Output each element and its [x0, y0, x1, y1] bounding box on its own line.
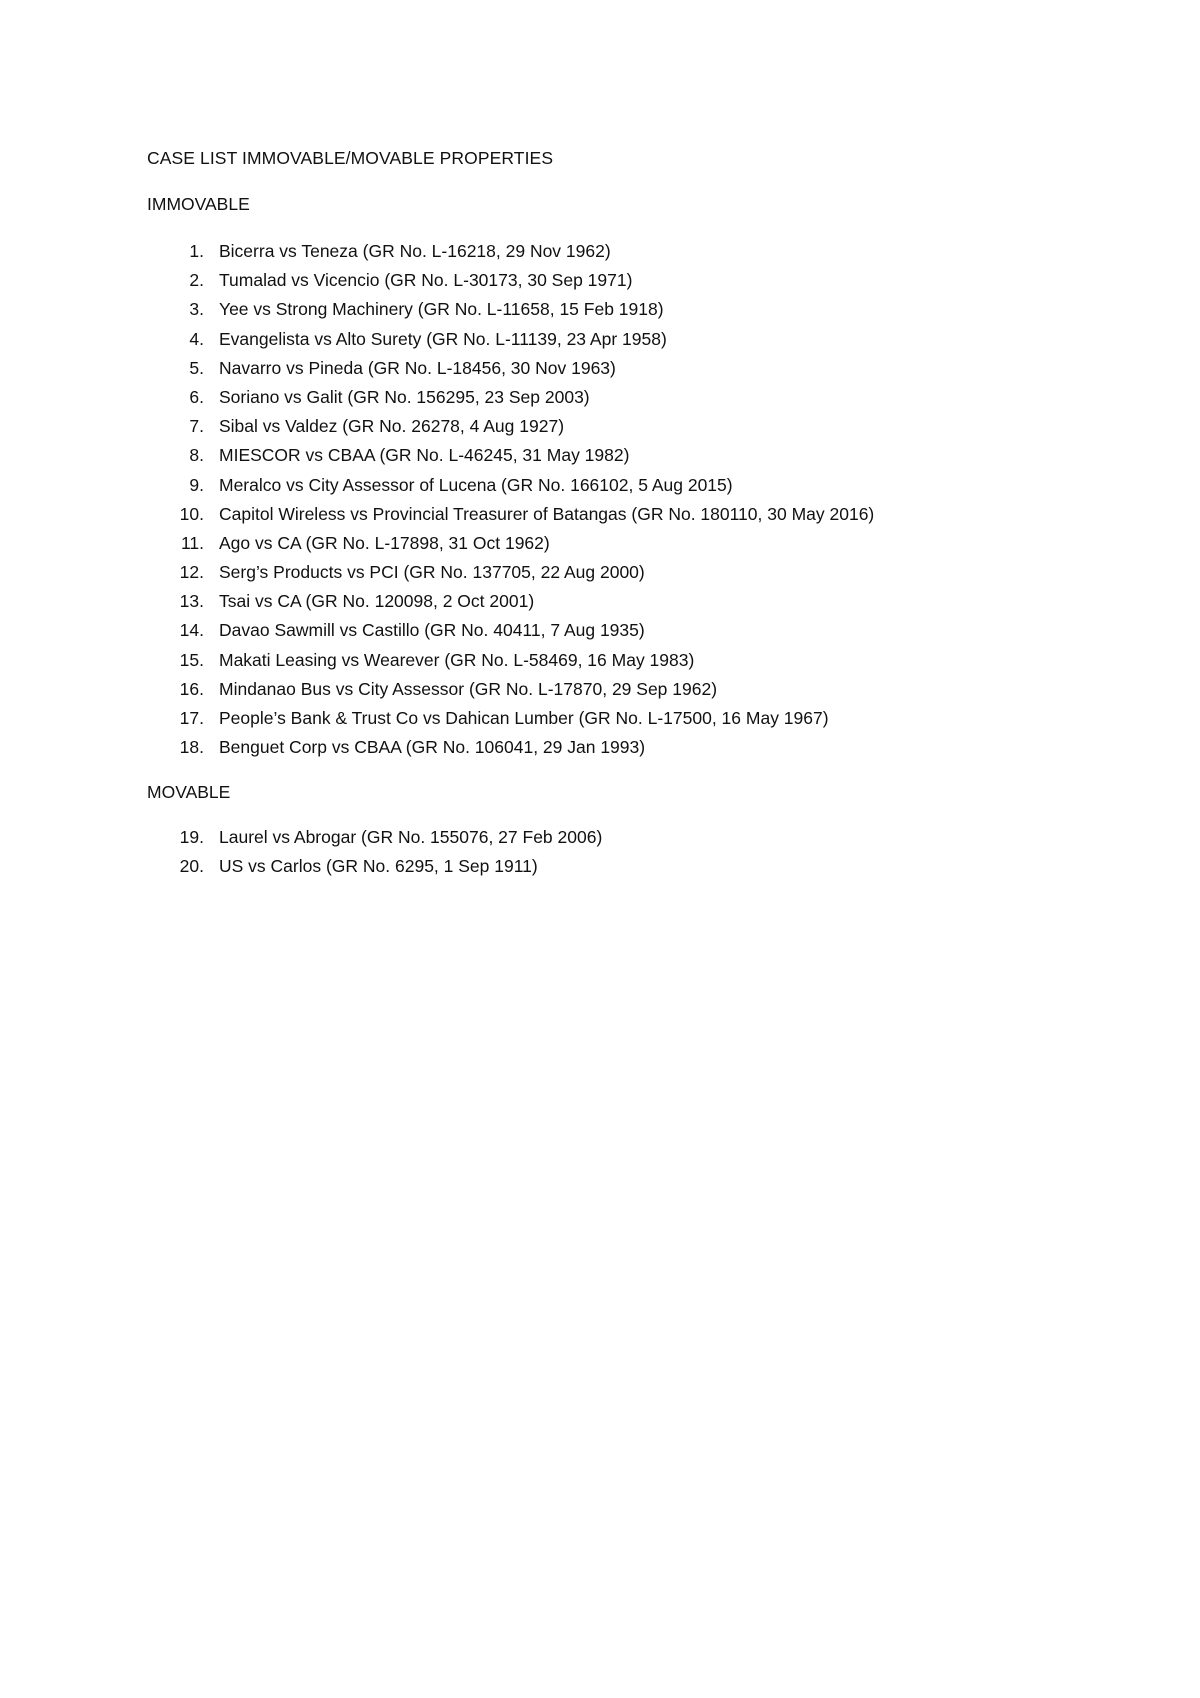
case-text: Evangelista vs Alto Surety (GR No. L-11139, 23 Apr 1958) [219, 328, 667, 349]
case-number: 13. [179, 591, 204, 612]
case-item [0, 354, 1200, 383]
case-item [0, 412, 1200, 441]
case-item [0, 237, 1200, 266]
case-text: Mindanao Bus vs City Assessor (GR No. L-17870, 29 Sep 1962) [219, 678, 718, 699]
case-text: Soriano vs Galit (GR No. 156295, 23 Sep 2003) [219, 386, 590, 407]
case-number: 2. [189, 270, 204, 291]
case-number: 6. [189, 386, 204, 407]
case-item [0, 383, 1200, 412]
case-text: Navarro vs Pineda (GR No. L-18456, 30 Nov 1963) [219, 357, 616, 378]
case-number: 3. [189, 299, 204, 320]
case-item [0, 529, 1200, 558]
case-number: 19. [179, 827, 204, 847]
case-item [0, 558, 1200, 587]
case-number: 11. [180, 532, 204, 553]
section-heading-immovable: IMMOVABLE [147, 194, 250, 214]
case-item [0, 500, 1200, 529]
case-text: Capitol Wireless vs Provincial Treasurer of Batangas (GR No. 180110, 30 May 2016) [219, 503, 875, 524]
case-text: Makati Leasing vs Wearever (GR No. L-58469, 16 May 1983) [219, 649, 695, 670]
case-item [0, 587, 1200, 616]
case-number: 1. [189, 241, 204, 261]
case-text: Laurel vs Abrogar (GR No. 155076, 27 Feb 2006) [219, 827, 603, 847]
case-number: 7. [189, 416, 204, 437]
section-heading-movable: MOVABLE [147, 782, 231, 802]
case-text: Tsai vs CA (GR No. 120098, 2 Oct 2001) [219, 591, 535, 612]
case-list-immovable [0, 237, 1200, 762]
case-item [0, 471, 1200, 500]
case-text: People’s Bank & Trust Co vs Dahican Lumber (GR No. L-17500, 16 May 1967) [219, 708, 829, 728]
case-text: MIESCOR vs CBAA (GR No. L-46245, 31 May 1982) [219, 445, 630, 466]
case-text: Ago vs CA (GR No. L-17898, 31 Oct 1962) [219, 532, 550, 553]
case-number: 20. [179, 856, 204, 877]
case-item [0, 733, 1200, 762]
case-text: Meralco vs City Assessor of Lucena (GR No. 166102, 5 Aug 2015) [219, 474, 733, 495]
case-item [0, 441, 1200, 470]
case-number: 9. [189, 474, 204, 495]
case-text: Serg’s Products vs PCI (GR No. 137705, 22 Aug 2000) [219, 562, 645, 583]
case-text: Tumalad vs Vicencio (GR No. L-30173, 30 Sep 1971) [219, 270, 633, 291]
case-item [0, 646, 1200, 675]
case-number: 15. [179, 649, 204, 670]
case-item [0, 852, 1200, 881]
case-item [0, 266, 1200, 295]
case-number: 18. [179, 737, 204, 758]
case-item [0, 675, 1200, 704]
document-title: CASE LIST IMMOVABLE/MOVABLE PROPERTIES [147, 148, 554, 168]
case-number: 12. [179, 562, 204, 583]
case-number: 5. [189, 357, 204, 378]
case-text: Benguet Corp vs CBAA (GR No. 106041, 29 Jan 1993) [219, 737, 646, 758]
case-number: 17. [179, 708, 204, 728]
case-item [0, 704, 1200, 733]
case-text: Yee vs Strong Machinery (GR No. L-11658, 15 Feb 1918) [219, 299, 664, 320]
case-item [0, 823, 1200, 852]
case-item [0, 295, 1200, 324]
case-text: Bicerra vs Teneza (GR No. L-16218, 29 Nov 1962) [219, 241, 611, 261]
case-number: 4. [189, 328, 204, 349]
case-item [0, 325, 1200, 354]
case-text: Davao Sawmill vs Castillo (GR No. 40411, 7 Aug 1935) [219, 620, 645, 641]
case-text: US vs Carlos (GR No. 6295, 1 Sep 1911) [219, 856, 538, 877]
case-number: 8. [189, 445, 204, 466]
case-item [0, 616, 1200, 645]
case-text: Sibal vs Valdez (GR No. 26278, 4 Aug 1927) [219, 416, 565, 437]
case-list-movable [0, 823, 1200, 881]
case-number: 16. [179, 678, 204, 699]
case-number: 10. [179, 503, 204, 524]
case-number: 14. [179, 620, 204, 641]
